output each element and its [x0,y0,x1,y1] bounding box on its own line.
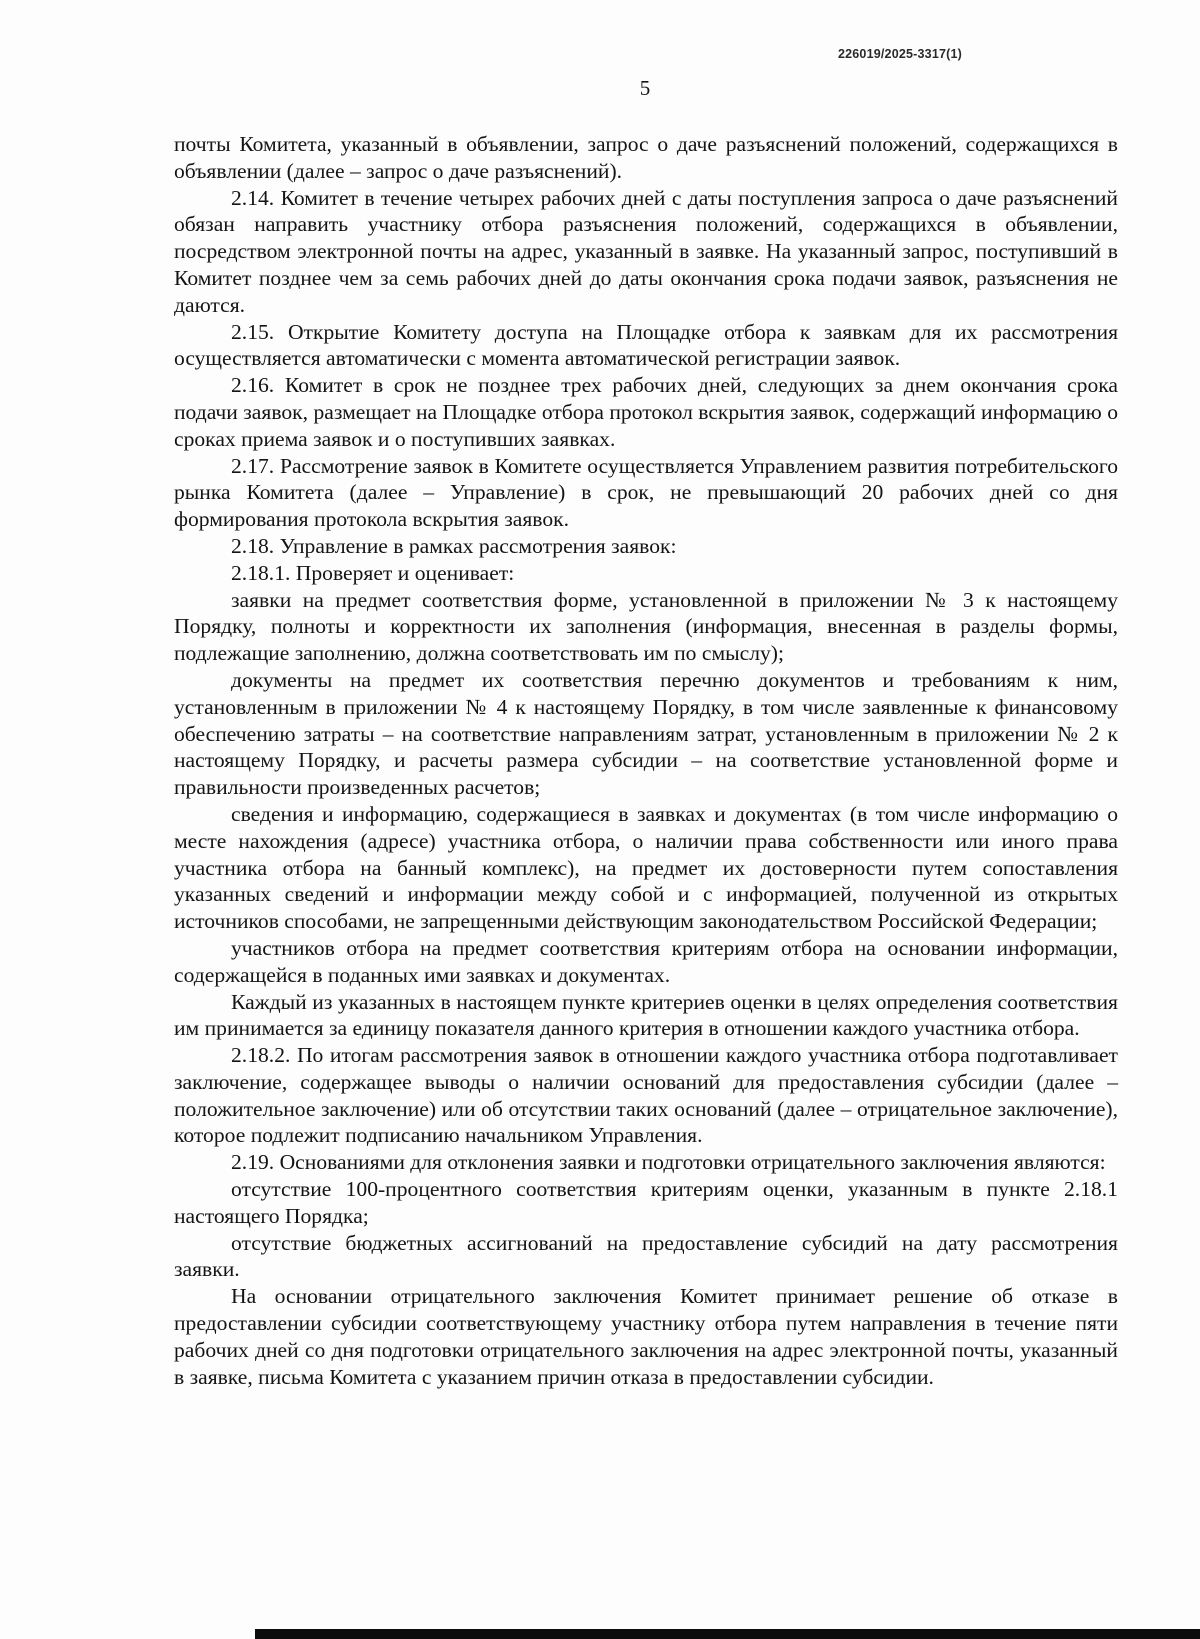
paragraph-continuation: почты Комитета, указанный в объявлении, запрос о даче разъяснений положений, содержащихся в объявлении (далее – запрос о даче разъяснений). [174,132,1118,183]
paragraph-participants-check: участников отбора на предмет соответствия критериям отбора на основании информации, содержащейся в поданных ими заявках и документах. [174,935,1118,987]
paragraph-information-check: сведения и информацию, содержащиеся в заявках и документах (в том числе информацию о месте нахождения (адресе) участника отбора, о наличии права собственности или иного права участника отбора на банный комплекс), на предмет их достоверности путем сопоставления указанных сведений и информации между собой и с информацией, полученной из открытых источников способами, не запрещенными действующим законодательством Российской Федерации; [174,801,1118,934]
page-number: 5 [639,76,651,100]
paragraph-2-16: 2.16. Комитет в срок не позднее трех рабочих дней, следующих за днем окончания срока подачи заявок, размещает на Площадке отбора протокол вскрытия заявок, содержащий информацию о сроках приема заявок и о поступивших заявках. [174,373,1118,451]
paragraph-applications-check: заявки на предмет соответствия форме, установленной в приложении № 3 к настоящему Порядку, полноты и корректности их заполнения (информация, внесенная в разделы формы, подлежащие заполнению, должна соответствовать им по смыслу); [174,587,1118,666]
paragraph-documents-check: документы на предмет их соответствия перечню документов и требованиям к ним, установленным в приложении № 4 к настоящему Порядку, в том числе заявленные к финансовому обеспечению затраты – на соответствие направлениям затрат, установленным в приложении № 2 к настоящему Порядку, и расчеты размера субсидии – на соответствие установленной форме и правильности произведенных расчетов; [174,667,1118,800]
paragraph-rejection-reason-2: отсутствие бюджетных ассигнований на предоставление субсидий на дату рассмотрения заявки. [174,1230,1118,1282]
paragraph-2-19: 2.19. Основаниями для отклонения заявки и подготовки отрицательного заключения являются: [231,1150,1106,1175]
paragraph-2-18: 2.18. Управление в рамках рассмотрения заявок: [231,533,677,558]
scan-edge-bar [255,1629,1200,1639]
document-body [174,131,1118,1390]
paragraph-2-18-1: 2.18.1. Проверяет и оценивает: [231,560,515,585]
paragraph-2-15: 2.15. Открытие Комитету доступа на Площадке отбора к заявкам для их рассмотрения осуществляется автоматически с момента автоматической регистрации заявок. [174,319,1118,371]
paragraph-criteria-unit: Каждый из указанных в настоящем пункте критериев оценки в целях определения соответствия им принимается за единицу показателя данного критерия в отношении каждого участника отбора. [174,989,1118,1041]
paragraph-refusal-decision: На основании отрицательного заключения Комитет принимает решение об отказе в предоставлении субсидии соответствующему участнику отбора путем направления в течение пяти рабочих дней со дня подготовки отрицательного заключения на адрес электронной почты, указанный в заявке, письма Комитета с указанием причин отказа в предоставлении субсидии. [174,1284,1118,1389]
paragraph-rejection-reason-1: отсутствие 100-процентного соответствия критериям оценки, указанным в пункте 2.18.1 настоящего Порядка; [174,1177,1118,1228]
document-id: 226019/2025-3317(1) [837,47,963,61]
paragraph-2-14: 2.14. Комитет в течение четырех рабочих дней с даты поступления запроса о даче разъяснений обязан направить участнику отбора разъяснения положений, содержащихся в объявлении, посредством электронной почты на адрес, указанный в заявке. На указанный запрос, поступивший в Комитет позднее чем за семь рабочих дней до даты окончания срока подачи заявок, разъяснения не даются. [174,185,1118,317]
paragraph-2-17: 2.17. Рассмотрение заявок в Комитете осуществляется Управлением развития потребительского рынка Комитета (далее – Управление) в срок, не превышающий 20 рабочих дней со дня формирования протокола вскрытия заявок. [174,453,1118,532]
paragraph-2-18-2: 2.18.2. По итогам рассмотрения заявок в отношении каждого участника отбора подготавливает заключение, содержащее выводы о наличии оснований для предоставления субсидии (далее – положительное заключение) или об отсутствии таких оснований (далее – отрицательное заключение), которое подлежит подписанию начальником Управления. [174,1043,1118,1148]
